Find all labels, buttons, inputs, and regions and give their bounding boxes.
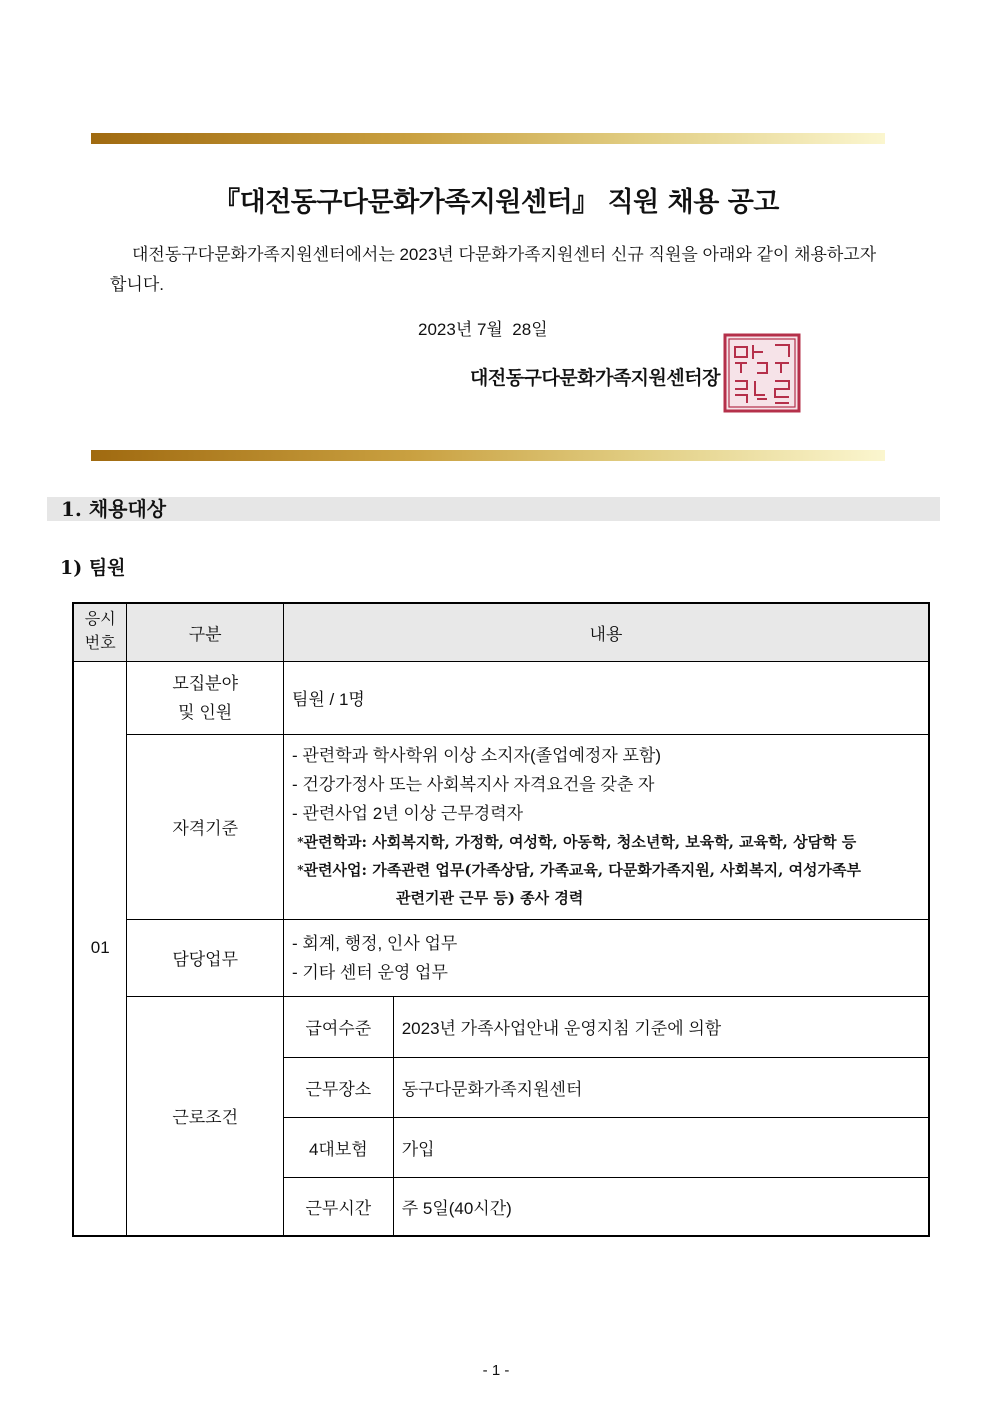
header-content: 내용 xyxy=(283,603,929,661)
application-number: 01 xyxy=(73,661,127,1236)
condition-item-value: 주 5일(40시간) xyxy=(393,1177,929,1236)
condition-item-value: 가입 xyxy=(393,1117,929,1177)
related-major-note: *관련학과: 사회복지학, 가정학, 여성학, 아동학, 청소년학, 보육학, 교육학, 상담학 등 xyxy=(297,833,857,851)
qualification-line: - 관련사업 2년 이상 근무경력자 xyxy=(291,804,524,823)
duty-line: - 회계, 행정, 인사 업무 xyxy=(291,933,458,953)
duties-content xyxy=(283,919,929,996)
qualification-content xyxy=(283,734,929,919)
page-number: - 1 - xyxy=(482,1362,510,1379)
condition-item-value: 2023년 가족사업안내 운영지침 기준에 의함 xyxy=(393,996,929,1057)
condition-item-label: 근무시간 xyxy=(283,1177,393,1236)
related-business-note-continued: 관련기관 근무 등) 종사 경력 xyxy=(395,889,584,907)
document-title: 『대전동구다문화가족지원센터』 직원 채용 공고 xyxy=(213,187,779,218)
qualification-label: 자격기준 xyxy=(127,734,284,919)
header-number: 응시 번호 xyxy=(73,603,127,661)
sub-heading: 1) 팀원 xyxy=(60,557,126,579)
signer-name: 대전동구다문화가족지원센터장 xyxy=(470,367,720,389)
official-seal-icon xyxy=(723,333,801,413)
bottom-decorative-bar xyxy=(91,450,885,461)
recruit-label: 모집분야 및 인원 xyxy=(127,661,284,734)
qualification-line: - 건강가정사 또는 사회복지사 자격요건을 갖춘 자 xyxy=(291,775,655,794)
qualification-line: - 관련학과 학사학위 이상 소지자(졸업예정자 포함) xyxy=(291,746,662,765)
condition-item-label: 근무장소 xyxy=(283,1057,393,1117)
condition-item-value: 동구다문화가족지원센터 xyxy=(393,1057,929,1117)
related-business-note: *관련사업: 가족관련 업무(가족상담, 가족교육, 다문화가족지원, 사회복지, 여성가족부 xyxy=(297,861,862,879)
condition-item-label: 급여수준 xyxy=(283,996,393,1057)
recruit-value: 팀원 / 1명 xyxy=(283,661,929,734)
conditions-label: 근로조건 xyxy=(127,996,284,1236)
header-category: 구분 xyxy=(127,603,284,661)
condition-item-label: 4대보험 xyxy=(283,1117,393,1177)
duties-label: 담당업무 xyxy=(127,919,284,996)
intro-paragraph: 대전동구다문화가족지원센터에서는 2023년 다문화가족지원센터 신규 직원을 아래와 같이 채용하고자 합니다. xyxy=(110,245,877,294)
duty-line: - 기타 센터 운영 업무 xyxy=(291,962,448,982)
top-decorative-bar xyxy=(91,133,885,144)
announcement-date: 2023년 7월 28일 xyxy=(418,320,548,339)
recruitment-table xyxy=(72,602,930,1237)
section-heading: 1. 채용대상 xyxy=(47,497,940,521)
